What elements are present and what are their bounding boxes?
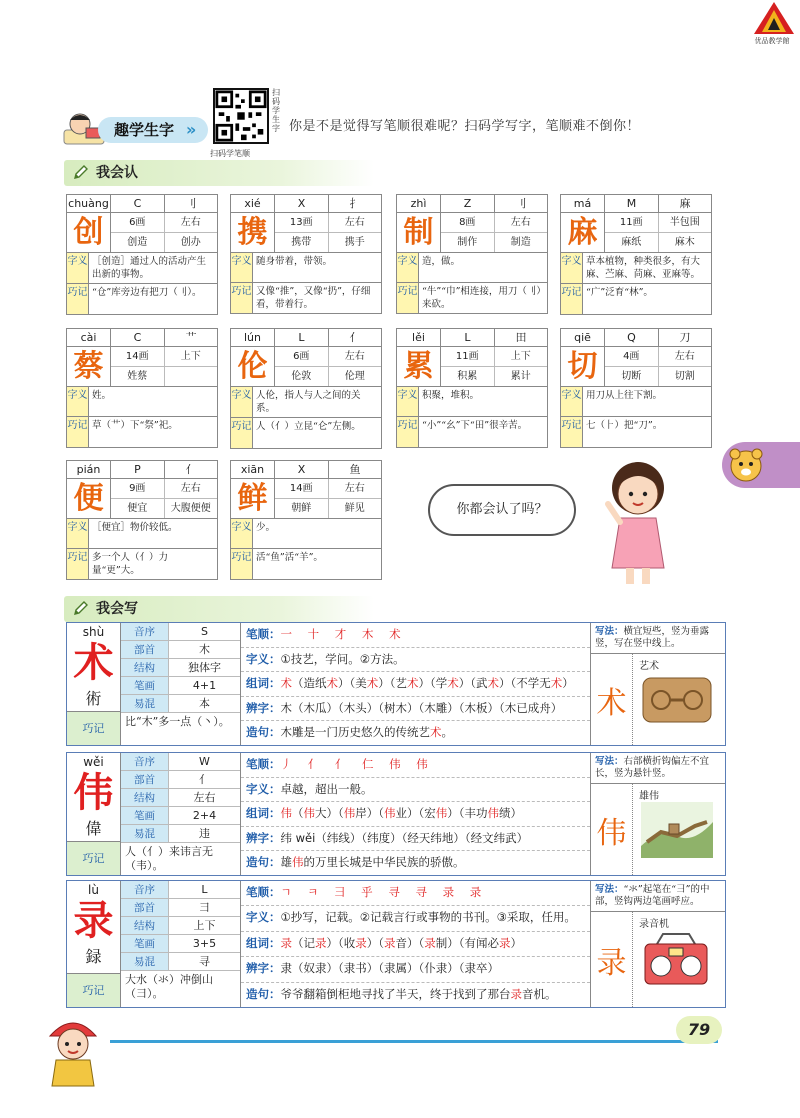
bear-face-icon xyxy=(728,446,764,484)
card-initial: C xyxy=(111,195,165,212)
meaning-label: 字义： xyxy=(246,910,281,925)
page-number: 79 xyxy=(676,1016,722,1044)
write-tip-label: 巧记 xyxy=(67,973,120,1007)
girl-character-icon xyxy=(598,456,678,586)
stroke-order-label: 笔顺： xyxy=(246,627,281,641)
card-radical: 鱼 xyxy=(349,463,361,476)
card-initial: Q xyxy=(605,329,659,346)
card-meaning-label: 字义 xyxy=(67,519,89,548)
card-meaning: 草本植物，种类很多，有大麻、苎麻、苘麻、亚麻等。 xyxy=(586,256,701,280)
writing-method-label: 写法： xyxy=(595,884,624,895)
write-sentence: 爷爷翻箱倒柜地寻找了半天，终于找到了那台录音机。 xyxy=(280,986,557,1001)
card-character: 便 xyxy=(67,479,111,518)
card-initial: L xyxy=(441,329,495,346)
distinguish-line xyxy=(241,827,590,852)
meaning-label: 字义： xyxy=(246,781,281,796)
footer-line xyxy=(110,1040,718,1043)
card-word-2: 麻木 xyxy=(674,237,695,248)
publisher-logo-text: 优品教学館 xyxy=(754,37,790,45)
sentence-line xyxy=(241,851,590,875)
stroke-order-line xyxy=(241,753,590,778)
card-radical: 亻 xyxy=(349,331,361,344)
write-strokes: 4+1 xyxy=(192,679,217,692)
card-tip: 七（⺊）把“刀”。 xyxy=(586,420,663,431)
card-word-2: 鲜见 xyxy=(344,503,365,514)
meaning-line xyxy=(241,648,590,673)
card-meaning-label: 字义 xyxy=(231,519,253,548)
write-strokes: 2+4 xyxy=(192,809,217,822)
card-strokes: 8画 xyxy=(441,213,495,232)
structure-label: 结构 xyxy=(121,917,169,934)
carving-artwork-icon xyxy=(641,674,713,726)
card-pinyin: xié xyxy=(231,195,275,212)
qr-caption: 扫码学笔顺 xyxy=(210,149,250,158)
structure-label: 结构 xyxy=(121,659,169,676)
char-card xyxy=(396,328,548,448)
card-meaning: ［便宜］物价较低。 xyxy=(92,522,178,533)
card-tip: 活“鱼”活“羊”。 xyxy=(256,552,323,563)
card-character: 携 xyxy=(231,213,275,252)
card-structure: 左右 xyxy=(344,217,365,228)
write-traditional: 偉 xyxy=(85,819,102,838)
stroke-order-line xyxy=(241,881,590,906)
card-tip-label: 巧记 xyxy=(67,284,89,314)
meaning-line xyxy=(241,778,590,803)
card-tip: “小”“幺”下“田”很辛苦。 xyxy=(422,420,528,431)
section-read-title xyxy=(64,160,374,186)
write-structure: 上下 xyxy=(193,919,216,932)
card-radical: 刀 xyxy=(679,331,691,344)
write-tip-label: 巧记 xyxy=(67,711,120,745)
words-label: 组词： xyxy=(246,806,281,821)
stroke-order: 一 十 才 木 术 xyxy=(280,627,407,641)
illustration xyxy=(633,654,725,745)
words-label: 组词： xyxy=(246,676,281,691)
char-card xyxy=(560,328,712,448)
card-pinyin: lěi xyxy=(397,329,441,346)
card-pinyin: chuàng xyxy=(67,195,111,212)
card-word-1: 制作 xyxy=(441,233,495,252)
card-tip-label: 巧记 xyxy=(561,284,583,314)
card-word-1: 姓蔡 xyxy=(111,367,165,386)
char-card xyxy=(396,194,548,314)
write-meaning: ①抄写，记载。②记载言行或事物的书刊。③采取，任用。 xyxy=(280,910,576,925)
words-line xyxy=(241,932,590,957)
card-tip: 人（亻）立昆“仑”左侧。 xyxy=(256,421,361,432)
sentence-label: 造句： xyxy=(246,855,281,870)
card-tip: “广”泛育“林”。 xyxy=(586,287,653,298)
write-character: 录 xyxy=(73,897,114,944)
card-strokes: 13画 xyxy=(275,213,329,232)
char-card xyxy=(66,328,218,448)
card-character: 累 xyxy=(397,347,441,386)
card-structure: 左右 xyxy=(180,483,201,494)
write-character: 术 xyxy=(73,639,114,686)
card-meaning-label: 字义 xyxy=(561,253,583,283)
card-radical: 田 xyxy=(515,331,527,344)
write-confuse: 本 xyxy=(199,697,210,710)
card-meaning: 造，做。 xyxy=(422,256,461,267)
card-initial: C xyxy=(111,329,165,346)
card-initial: X xyxy=(275,195,329,212)
confuse-label: 易混 xyxy=(121,695,169,712)
card-word-2: 伦理 xyxy=(344,371,365,382)
write-radical: 木 xyxy=(199,643,210,656)
qr-side-caption: 扫码学生字 xyxy=(272,88,280,133)
write-order: W xyxy=(199,755,210,768)
card-strokes: 11画 xyxy=(605,213,659,232)
card-pinyin: lún xyxy=(231,329,275,346)
write-demo-character: 录 xyxy=(591,912,633,1007)
card-character: 切 xyxy=(561,347,605,386)
card-word-1: 朝鲜 xyxy=(275,499,329,518)
card-character: 伦 xyxy=(231,347,275,386)
card-word-2: 累计 xyxy=(510,371,531,382)
write-sentence: 雄伟的万里长城是中华民族的骄傲。 xyxy=(280,855,465,870)
card-pinyin: má xyxy=(561,195,605,212)
card-tip: 草（艹）下“祭”祀。 xyxy=(92,420,178,431)
writing-method-text: “氺”起笔在“彐”的中部，竖钩两边笔画呼应。 xyxy=(595,884,710,907)
card-meaning: 少。 xyxy=(256,522,276,533)
card-structure: 左右 xyxy=(674,351,695,362)
writing-method-label: 写法： xyxy=(595,756,624,767)
stroke-order-label: 笔顺： xyxy=(246,757,281,771)
write-demo-character: 术 xyxy=(591,654,633,745)
card-initial: M xyxy=(605,195,659,212)
card-meaning-label: 字义 xyxy=(67,253,89,283)
card-initial: P xyxy=(111,461,165,478)
section-write-label: 我会写 xyxy=(96,601,138,617)
writing-method xyxy=(591,623,725,654)
card-pinyin: qiē xyxy=(561,329,605,346)
card-meaning-label: 字义 xyxy=(561,387,583,416)
char-card xyxy=(230,328,382,449)
write-meaning: ①技艺，学问。②方法。 xyxy=(280,651,405,666)
write-distinguish: 木（木瓜）（木头）（树木）（木雕）（木板）（木已成舟） xyxy=(280,700,563,715)
card-tip-label: 巧记 xyxy=(397,283,419,313)
card-strokes: 6画 xyxy=(275,347,329,366)
publisher-logo-icon xyxy=(752,0,796,36)
writing-method-text: 横宜短些，竖为垂露竖，写在竖中线上。 xyxy=(595,626,710,649)
writing-method xyxy=(591,753,725,784)
strokes-label: 笔画 xyxy=(121,807,169,824)
card-radical: 刂 xyxy=(515,197,527,210)
card-structure: 左右 xyxy=(344,483,365,494)
radical-label: 部首 xyxy=(121,641,169,658)
write-tip: 人（亻）来讳言无（韦）。 xyxy=(125,845,213,872)
writing-method-text: 右部横折钩偏左不宜长，竖为悬针竖。 xyxy=(595,756,710,779)
write-order: L xyxy=(201,883,208,896)
illustration-caption: 艺术 xyxy=(639,661,659,672)
order-label: 音序 xyxy=(121,623,169,640)
card-tip: 多一个人（亻）力量“更”大。 xyxy=(92,552,169,576)
card-initial: L xyxy=(275,329,329,346)
card-strokes: 14画 xyxy=(111,347,165,366)
card-word-1: 便宜 xyxy=(111,499,165,518)
write-radical: 亻 xyxy=(199,773,210,786)
card-word-2: 携手 xyxy=(344,237,365,248)
write-character: 伟 xyxy=(73,769,114,816)
distinguish-label: 辨字： xyxy=(246,830,281,845)
distinguish-line xyxy=(241,697,590,722)
stroke-order: ㄱ ㅋ 彐 乎 寻 寻 录 录 xyxy=(280,885,488,899)
card-word-1: 积累 xyxy=(441,367,495,386)
card-radical: 亻 xyxy=(185,463,197,476)
card-radical: 扌 xyxy=(349,197,361,210)
sentence-line xyxy=(241,983,590,1007)
write-pinyin: lù xyxy=(88,883,99,897)
card-pinyin: zhì xyxy=(397,195,441,212)
write-tip-label: 巧记 xyxy=(67,841,120,875)
write-distinguish: 隶（奴隶）（隶书）（隶属）（仆隶）（隶卒） xyxy=(280,961,499,976)
card-initial: Z xyxy=(441,195,495,212)
radical-label: 部首 xyxy=(121,899,169,916)
card-meaning: 随身带着，带领。 xyxy=(256,256,333,267)
words-line xyxy=(241,802,590,827)
write-pinyin: wěi xyxy=(83,755,104,769)
write-demo-character: 伟 xyxy=(591,784,633,875)
char-card xyxy=(230,194,382,314)
char-card xyxy=(66,194,218,315)
card-structure: 半包围 xyxy=(669,217,700,228)
order-label: 音序 xyxy=(121,881,169,898)
write-words: 录（记录）（收录）（录音）（录制）（有闻必录） xyxy=(280,935,522,950)
confuse-label: 易混 xyxy=(121,825,169,842)
qr-code-icon[interactable] xyxy=(213,88,269,144)
card-tip-label: 巧记 xyxy=(231,283,253,313)
card-strokes: 6画 xyxy=(111,213,165,232)
card-tip-label: 巧记 xyxy=(561,417,583,447)
great-wall-icon xyxy=(641,802,713,858)
distinguish-line xyxy=(241,957,590,982)
meaning-label: 字义： xyxy=(246,651,281,666)
card-meaning: 人伦，指人与人之间的关系。 xyxy=(256,390,361,414)
illustration xyxy=(633,784,725,875)
side-tab[interactable] xyxy=(722,442,800,488)
stroke-order: 丿 亻 亻 仁 伟 伟 xyxy=(280,757,434,771)
card-tip-label: 巧记 xyxy=(397,417,419,447)
char-card xyxy=(560,194,712,315)
radio-recorder-icon xyxy=(643,932,709,988)
card-meaning: 用刀从上往下割。 xyxy=(586,390,663,401)
distinguish-label: 辨字： xyxy=(246,961,281,976)
write-radical: 彐 xyxy=(199,901,210,914)
card-radical: 麻 xyxy=(679,197,691,210)
speech-bubble: 你都会认了吗？ xyxy=(428,484,576,536)
illustration-caption: 雄伟 xyxy=(639,791,659,802)
card-word-1: 携带 xyxy=(275,233,329,252)
card-strokes: 11画 xyxy=(441,347,495,366)
card-structure: 左右 xyxy=(510,217,531,228)
illustration xyxy=(633,912,725,1007)
card-word-1: 创造 xyxy=(111,233,165,252)
write-confuse: 寻 xyxy=(199,955,210,968)
pencil-icon xyxy=(72,163,90,181)
card-meaning: 姓。 xyxy=(92,390,112,401)
card-word-2: 创办 xyxy=(180,237,201,248)
write-order: S xyxy=(201,625,208,638)
card-tip-label: 巧记 xyxy=(67,417,89,447)
write-tip: 大水（氺）冲倒山（彐）。 xyxy=(125,973,213,1000)
write-structure: 左右 xyxy=(193,791,216,804)
write-strokes: 3+5 xyxy=(192,937,217,950)
card-strokes: 4画 xyxy=(605,347,659,366)
pencil-icon xyxy=(72,599,90,617)
order-label: 音序 xyxy=(121,753,169,770)
card-meaning-label: 字义 xyxy=(397,387,419,416)
card-word-2 xyxy=(165,367,218,386)
card-word-1: 切断 xyxy=(605,367,659,386)
meaning-line xyxy=(241,906,590,931)
distinguish-label: 辨字： xyxy=(246,700,281,715)
write-row xyxy=(66,880,726,1008)
stroke-order-label: 笔顺： xyxy=(246,885,281,899)
card-character: 鲜 xyxy=(231,479,275,518)
card-tip: “仓”库旁边有把刀（刂）。 xyxy=(92,287,202,298)
writing-method xyxy=(591,881,725,912)
write-row xyxy=(66,752,726,876)
card-initial: X xyxy=(275,461,329,478)
write-sentence: 木雕是一门历史悠久的传统艺术。 xyxy=(280,725,453,740)
card-pinyin: xiān xyxy=(231,461,275,478)
char-card xyxy=(66,460,218,580)
card-structure: 上下 xyxy=(180,351,201,362)
card-character: 创 xyxy=(67,213,111,252)
radical-label: 部首 xyxy=(121,771,169,788)
card-word-2: 切割 xyxy=(674,371,695,382)
card-word-2: 大腹便便 xyxy=(170,503,211,514)
card-strokes: 14画 xyxy=(275,479,329,498)
card-meaning-label: 字义 xyxy=(231,253,253,282)
chevron-right-icon: » xyxy=(186,120,197,139)
illustration-caption: 录音机 xyxy=(639,919,669,930)
write-traditional: 録 xyxy=(85,947,102,966)
strokes-label: 笔画 xyxy=(121,935,169,952)
sentence-label: 造句： xyxy=(246,725,281,740)
structure-label: 结构 xyxy=(121,789,169,806)
card-word-2: 制造 xyxy=(510,237,531,248)
card-pinyin: cài xyxy=(67,329,111,346)
card-tip-label: 巧记 xyxy=(231,549,253,579)
card-structure: 上下 xyxy=(510,351,531,362)
section-write-title xyxy=(64,596,374,622)
card-radical: 艹 xyxy=(185,331,197,344)
card-meaning-label: 字义 xyxy=(231,387,253,417)
write-tip: 比“木”多一点（丶）。 xyxy=(125,715,230,728)
card-structure: 左右 xyxy=(344,351,365,362)
writing-method-label: 写法： xyxy=(595,626,624,637)
card-word-1: 伦敦 xyxy=(275,367,329,386)
card-tip-label: 巧记 xyxy=(67,549,89,579)
sentence-label: 造句： xyxy=(246,986,281,1001)
words-line xyxy=(241,672,590,697)
char-card xyxy=(230,460,382,580)
card-meaning-label: 字义 xyxy=(397,253,419,282)
card-word-1: 麻纸 xyxy=(605,233,659,252)
card-pinyin: pián xyxy=(67,461,111,478)
card-character: 制 xyxy=(397,213,441,252)
strokes-label: 笔画 xyxy=(121,677,169,694)
section-banner-title: 趣学生字 xyxy=(98,117,208,143)
write-meaning: 卓越，超出一般。 xyxy=(280,781,373,796)
write-pinyin: shù xyxy=(82,625,105,639)
card-tip-label: 巧记 xyxy=(231,418,253,448)
card-radical: 刂 xyxy=(185,197,197,210)
write-traditional: 術 xyxy=(85,689,102,708)
boy-character-icon xyxy=(42,1014,104,1090)
words-label: 组词： xyxy=(246,935,281,950)
section-read-label: 我会认 xyxy=(96,165,138,181)
card-meaning: ［创造］通过人的活动产生出新的事物。 xyxy=(92,256,207,280)
card-meaning-label: 字义 xyxy=(67,387,89,416)
card-tip: “牛”“巾”相连接，用刀（刂）来砍。 xyxy=(422,286,542,310)
card-structure: 左右 xyxy=(180,217,201,228)
write-confuse: 违 xyxy=(199,827,210,840)
write-words: 术（造纸术）（美术）（艺术）（学术）（武术）（不学无术） xyxy=(280,676,574,691)
card-character: 麻 xyxy=(561,213,605,252)
card-character: 蔡 xyxy=(67,347,111,386)
write-distinguish: 纬 wěi（纬线）（纬度）（经天纬地）（经文纬武） xyxy=(280,830,529,845)
write-row xyxy=(66,622,726,746)
intro-text: 你是不是觉得写笔顺很难呢？扫码学写字，笔顺难不倒你！ xyxy=(289,119,641,134)
card-meaning: 积聚，堆积。 xyxy=(422,390,480,401)
card-strokes: 9画 xyxy=(111,479,165,498)
stroke-order-line xyxy=(241,623,590,648)
sentence-line xyxy=(241,721,590,745)
confuse-label: 易混 xyxy=(121,953,169,970)
write-words: 伟（伟大）（伟岸）（伟业）（宏伟）（丰功伟绩） xyxy=(280,806,522,821)
write-structure: 独体字 xyxy=(188,661,221,674)
card-tip: 又像“推”，又像“扔”，仔细看，带着行。 xyxy=(256,286,371,310)
